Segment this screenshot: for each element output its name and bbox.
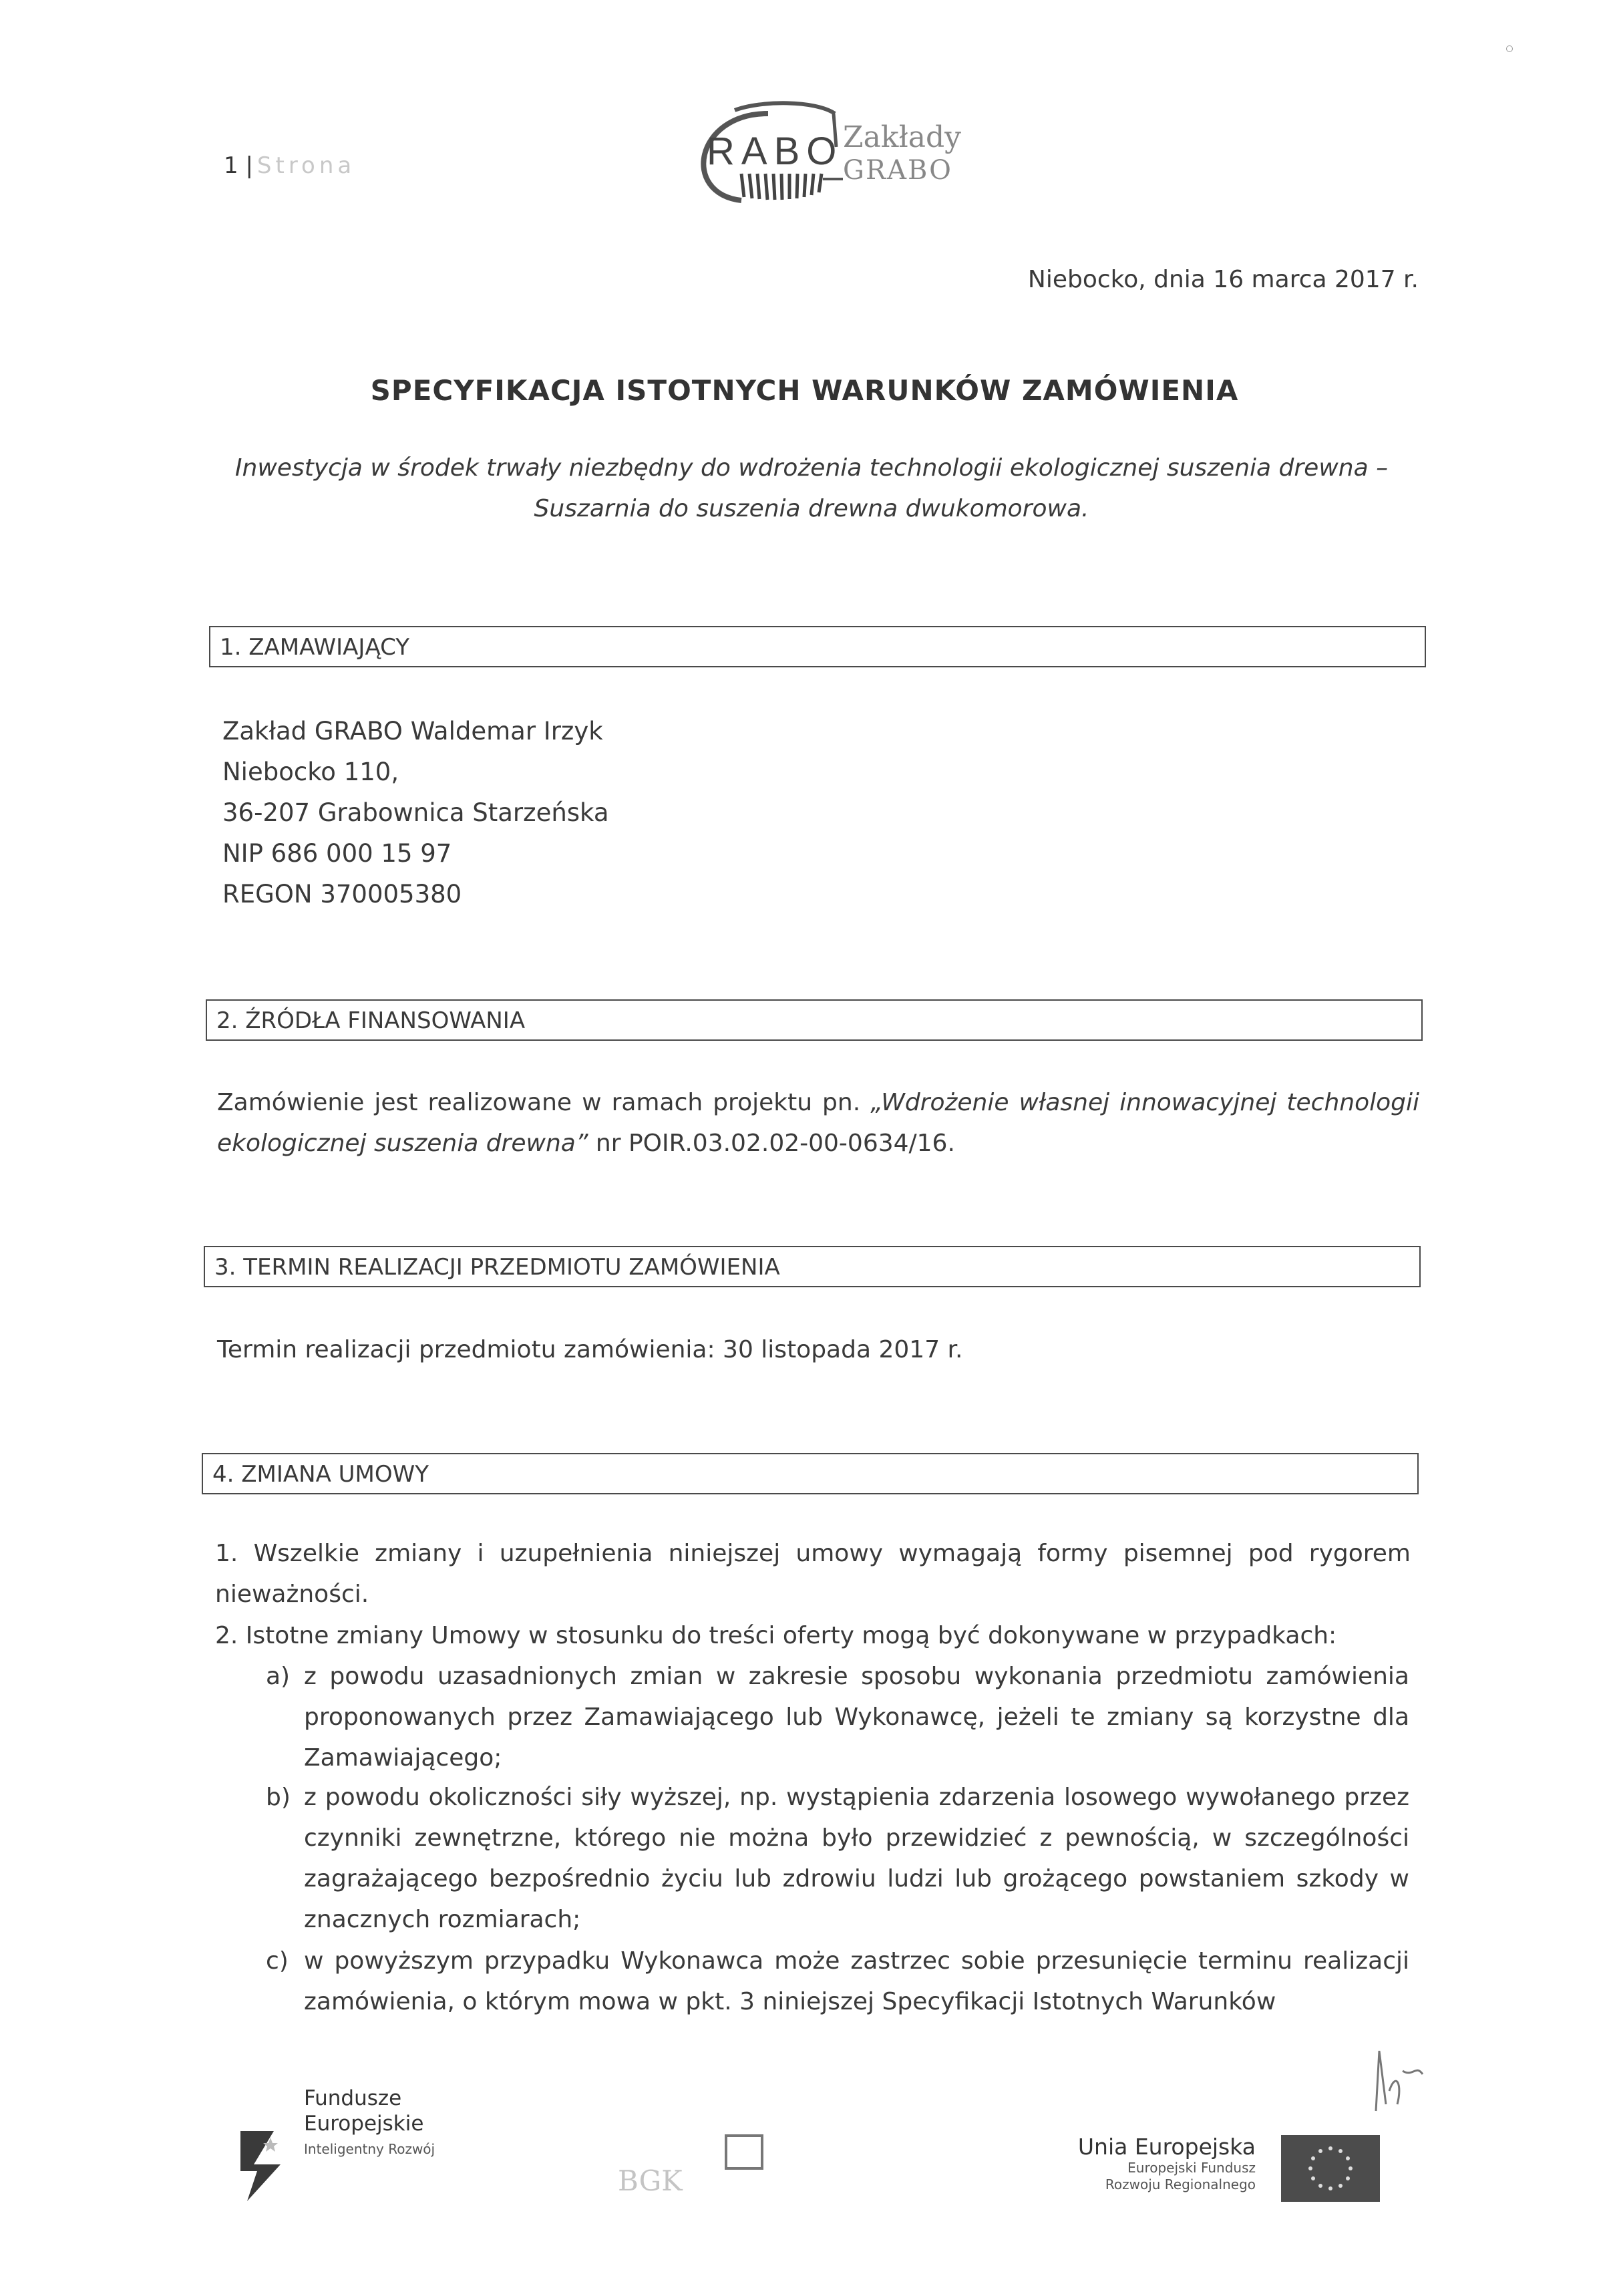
logo-rabo-text: RABO — [707, 130, 844, 173]
orderer-address — [222, 711, 609, 915]
financing-text: Zamówienie jest realizowane w ramach projektu pn. — [217, 1089, 871, 1116]
section-4-heading: 4. ZMIANA UMOWY — [212, 1461, 429, 1488]
section-4-header — [202, 1453, 1419, 1494]
eu-line-2: Rozwoju Regionalnego — [1105, 2176, 1256, 2192]
financing-paragraph — [217, 1082, 1419, 1164]
subtitle-line-2: Suszarnia do suszenia drewna dwukomorowa. — [534, 495, 1089, 522]
logo-line-2: GRABO — [843, 155, 952, 186]
section-2-heading: 2. ŹRÓDŁA FINANSOWANIA — [216, 1007, 526, 1034]
amendment-point-1: 1. Wszelkie zmiany i uzupełnienia niniejszej umowy wymagają formy pisemnej pod rygorem nieważności. — [215, 1540, 1411, 1608]
document-title: SPECYFIKACJA ISTOTNYCH WARUNKÓW ZAMÓWIENIA — [370, 374, 1239, 407]
list-item: z powodu uzasadnionych zmian w zakresie sposobu wykonania przedmiotu zamówienia proponowanych przez Zamawiającego lub Wykonawcę, jeżeli te zmiany są korzystne dla Zamawiającego; — [304, 1663, 1409, 1772]
list-item-label: c) — [266, 1947, 289, 1975]
address-line: REGON 370005380 — [222, 880, 462, 909]
list-item-label: b) — [266, 1784, 291, 1811]
address-line: NIP 686 000 15 97 — [222, 839, 452, 868]
eu-title: Unia Europejska — [1077, 2134, 1256, 2160]
bgk-logo-square — [725, 2134, 763, 2170]
section-1-heading: 1. ZAMAWIAJĄCY — [220, 634, 410, 661]
document-subtitle — [200, 448, 1423, 529]
subtitle-line-1: Inwestycja w środek trwały niezbędny do wdrożenia technologii ekologicznej suszenia drewna – — [234, 454, 1389, 482]
scan-dot — [1506, 45, 1513, 52]
page-number — [224, 152, 355, 179]
eu-line-1: Europejski Fundusz — [1127, 2160, 1256, 2176]
fundusze-europejskie-label — [304, 2086, 435, 2162]
fe-line-2: Europejskie — [304, 2112, 424, 2136]
document-date: Niebocko, dnia 16 marca 2017 r. — [1027, 266, 1419, 293]
fe-line-3: Inteligentny Rozwój — [304, 2141, 435, 2157]
fe-line-1: Fundusze — [304, 2086, 402, 2110]
address-line: Zakład GRABO Waldemar Irzyk — [222, 717, 603, 746]
section-3-header — [204, 1246, 1421, 1287]
list-item-label: a) — [266, 1663, 291, 1690]
amendment-point-2: 2. Istotne zmiany Umowy w stosunku do treści oferty mogą być dokonywane w przypadkach: — [215, 1622, 1337, 1649]
project-name: „Wdrożenie własnej innowacyjnej technologii ekologicznej suszenia drewna” — [217, 1089, 1419, 1157]
fundusze-europejskie-icon — [234, 2124, 287, 2204]
eu-label — [995, 2134, 1256, 2193]
eu-flag-icon — [1281, 2135, 1380, 2202]
list-item: z powodu okoliczności siły wyższej, np. wystąpienia zdarzenia losowego wywołanego przez czynniki zewnętrzne, którego nie można było przewidzieć z pewnością, w szczególności zagrażającego bezpośrednio życiu lub zdrowiu ludzi lub grożącego powstaniem szkody w znacznych rozmiarach; — [304, 1784, 1409, 1933]
deadline-text: Termin realizacji przedmiotu zamówienia: 30 listopada 2017 r. — [217, 1336, 963, 1363]
address-line: 36-207 Grabownica Starzeńska — [222, 798, 609, 827]
page-number-value: 1 | — [224, 152, 253, 179]
page-word: Strona — [256, 152, 356, 179]
project-number: nr POIR.03.02.02-00-0634/16. — [588, 1130, 955, 1157]
section-3-heading: 3. TERMIN REALIZACJI PRZEDMIOTU ZAMÓWIENIA — [214, 1254, 780, 1281]
bgk-logo-text: BGK — [618, 2164, 683, 2197]
section-1-header — [209, 626, 1426, 667]
list-item: w powyższym przypadku Wykonawca może zastrzec sobie przesunięcie terminu realizacji zamówienia, o którym mowa w pkt. 3 niniejszej Specyfikacji Istotnych Warunków — [304, 1947, 1409, 2015]
address-line: Niebocko 110, — [222, 758, 399, 786]
section-2-header — [206, 999, 1423, 1041]
logo-line-1: Zakłady — [843, 120, 961, 154]
handwritten-initials — [1349, 2044, 1429, 2124]
